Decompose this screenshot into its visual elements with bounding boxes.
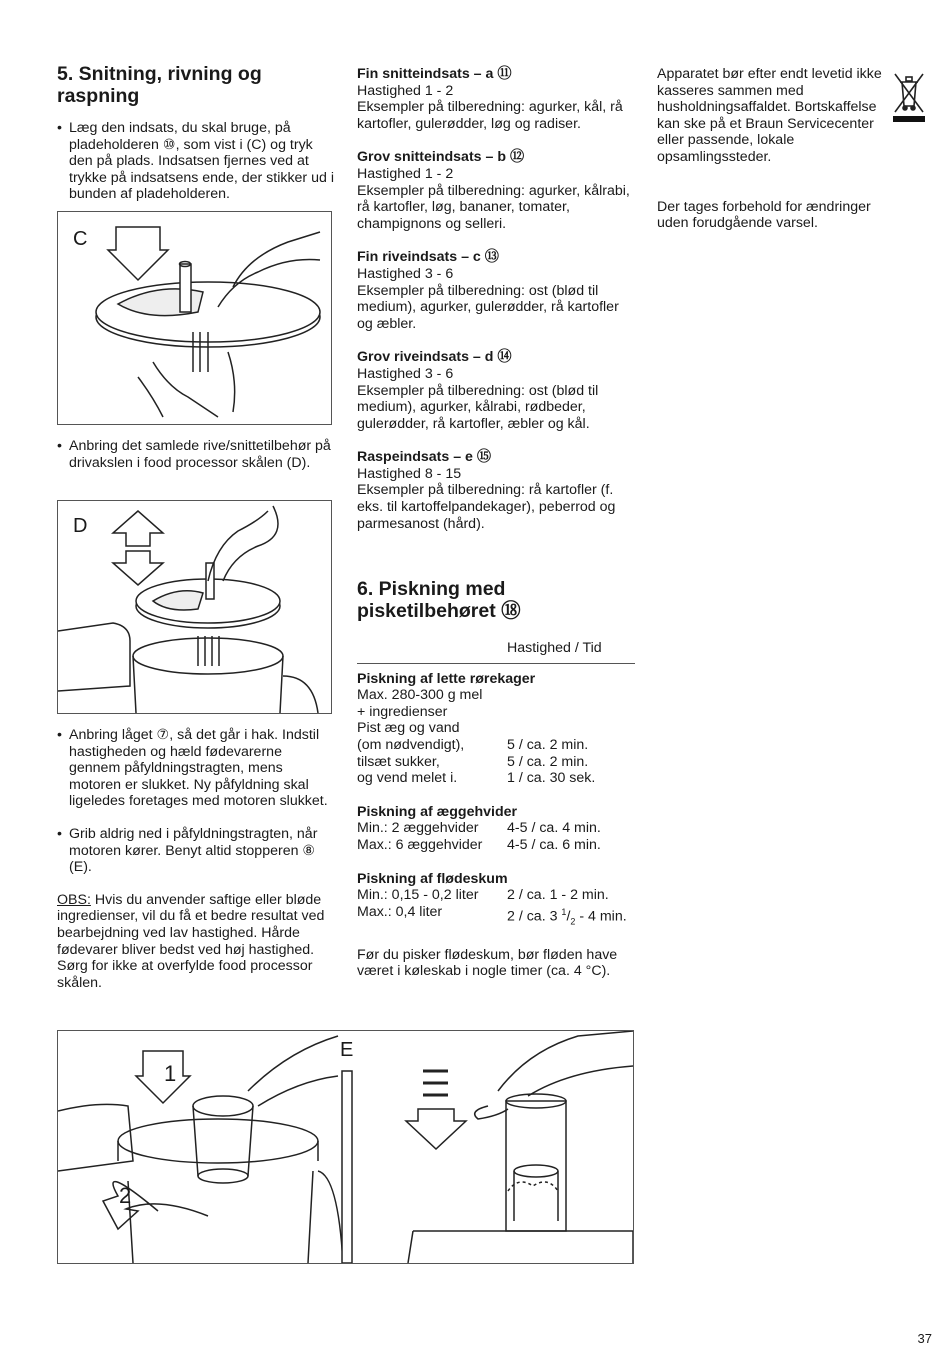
- obs-label: OBS:: [57, 891, 91, 908]
- insert-block: [357, 149, 635, 232]
- figure-e: [57, 1030, 634, 1264]
- insert-block: [357, 449, 635, 532]
- cream-note: Før du pisker flødeskum, bør fløden have været i køleskab i nogle timer (ca. 4 °C).: [357, 946, 618, 980]
- insert-examples: Eksempler på tilberedning: ost (blød til medium), agurker, gulerødder, rå kartofler og æbler.: [357, 282, 619, 332]
- table-row: [357, 770, 635, 787]
- insert-title: Fin riveindsats – c ⑬: [357, 249, 499, 266]
- table-row: [357, 837, 635, 854]
- obs-note: [57, 892, 335, 992]
- figure-d-label: D: [73, 515, 88, 537]
- section-6: [357, 578, 635, 980]
- insert-title: Grov riveindsats – d ⑭: [357, 349, 512, 366]
- disposal-text: Apparatet bør efter endt levetid ikke kasseres sammen med husholdningsaffaldet. Bortskaffelse kan ske på et Braun Servicecenter eller passende, lokale opsamlingssteder.: [657, 66, 882, 165]
- cake-line: + ingredienser: [357, 703, 448, 720]
- insert-examples: Eksempler på tilberedning: rå kartofler (f. eks. til kartoffelpandekager), peberrod og parmesanost (hård).: [357, 482, 616, 532]
- insert-block: [357, 349, 635, 432]
- row-value: 4-5 / ca. 6 min.: [507, 836, 601, 853]
- insert-title: Raspeindsats – e ⑮: [357, 449, 492, 466]
- instruction-bullet-4: • Grib aldrig ned i påfyldningstragten, når motoren kører. Benyt altid stopperen ⑧ (E).: [57, 826, 335, 876]
- speed-time-header: Hastighed / Tid: [507, 640, 602, 656]
- figure-d: [57, 500, 332, 714]
- insert-speed: Hastighed 1 - 2: [357, 82, 454, 99]
- cake-line: Max. 280-300 g mel: [357, 687, 483, 704]
- instruction-bullet-3: • Anbring låget ⑦, så det går i hak. Indstil hastigheden og hæld fødevarerne gennem påfyldningstragten, mens motoren er slukket. Ny påfyldning skal ligeledes foretages med motoren slukket.: [57, 727, 335, 810]
- figure-c-label: C: [73, 228, 88, 250]
- instruction-bullet-2: • Anbring det samlede rive/snittetilbehør på drivakslen i food processor skålen (D).: [57, 438, 335, 471]
- insert-speed: Hastighed 1 - 2: [357, 165, 454, 182]
- insert-speed: Hastighed 3 - 6: [357, 365, 454, 382]
- row-value: 2 / ca. 1 - 2 min.: [507, 887, 609, 904]
- egg-title: Piskning af æggehvider: [357, 803, 518, 820]
- column-middle: [357, 66, 635, 549]
- egg-block: [357, 804, 635, 854]
- cake-title: Piskning af lette rørekager: [357, 670, 536, 687]
- table-row: [357, 904, 635, 930]
- notice-text: Der tages forbehold for ændringer uden forudgående varsel.: [657, 198, 871, 232]
- row-value: 4-5 / ca. 4 min.: [507, 820, 601, 837]
- row-label: (om nødvendigt),: [357, 736, 465, 753]
- column-left: [57, 63, 335, 203]
- table-row: [357, 737, 635, 754]
- insert-examples: Eksempler på tilberedning: ost (blød til medium), agurker, kålrabi, rødbeder, gulerødder, rå kartofler, æbler og kål.: [357, 382, 599, 432]
- row-label: Max.: 0,4 liter: [357, 903, 443, 920]
- bowl-assembly-illustration: [58, 501, 331, 713]
- cake-line: Pist æg og vand: [357, 720, 460, 737]
- table-row: [357, 887, 635, 904]
- row-label: Min.: 2 æggehvider: [357, 820, 479, 837]
- feed-tube-illustration: [58, 1031, 633, 1263]
- step-2-label: 2: [119, 1183, 132, 1208]
- cake-block: [357, 671, 635, 787]
- row-value: 5 / ca. 2 min.: [507, 753, 589, 770]
- column-right: [657, 66, 889, 232]
- insert-block: [357, 249, 635, 332]
- row-label: Max.: 6 æggehvider: [357, 836, 483, 853]
- table-row: [357, 820, 635, 837]
- cream-block: [357, 871, 635, 930]
- instruction-bullet-1: • Læg den indsats, du skal bruge, på pladeholderen ⑩, som vist i (C) og tryk den på plads. Indsatsen fjernes ved at trykke på indsatsens ende, der stikker ud i bunden af pladeholderen.: [57, 120, 335, 203]
- divider: [357, 663, 635, 664]
- insert-title: Grov snitteindsats – b ⑫: [357, 149, 525, 166]
- row-label: Min.: 0,15 - 0,2 liter: [357, 887, 479, 904]
- row-value: 2 / ca. 3 $^1/_2 - 4$ min.: [507, 906, 627, 927]
- insert-speed: Hastighed 8 - 15: [357, 465, 462, 482]
- table-row: [357, 754, 635, 771]
- crossed-bin-icon: [891, 68, 927, 124]
- section-5-heading: 5. Snitning, rivning og raspning: [57, 63, 262, 107]
- insert-block: [357, 66, 635, 132]
- row-label: tilsæt sukker,: [357, 753, 440, 770]
- cream-title: Piskning af flødeskum: [357, 870, 508, 887]
- section-6-heading: 6. Piskning med pisketilbehøret ⑱: [357, 578, 521, 622]
- insert-examples: Eksempler på tilberedning: agurker, kålrabi, rå kartofler, løg, bananer, tomater, champignons og selleri.: [357, 182, 630, 232]
- insert-speed: Hastighed 3 - 6: [357, 265, 454, 282]
- row-value: 5 / ca. 2 min.: [507, 736, 589, 753]
- row-label: og vend melet i.: [357, 770, 458, 787]
- obs-text: Hvis du anvender saftige eller bløde ingredienser, vil du få et bedre resultat ved bearbejdning ved lav hastighed. Hårde fødevarer bliver bedst ved høj hastighed. Sørg for ikke at overfylde food processor skålen.: [57, 891, 325, 991]
- insert-title: Fin snitteindsats – a ⑪: [357, 66, 512, 82]
- page-number: 37: [917, 1331, 932, 1346]
- figure-c: [57, 211, 332, 425]
- insert-examples: Eksempler på tilberedning: agurker, kål, rå kartofler, gulerødder, løg og radiser.: [357, 99, 623, 132]
- figure-e-label: E: [340, 1039, 354, 1061]
- disc-holder-illustration: [58, 212, 331, 424]
- row-value: 1 / ca. 30 sek.: [507, 770, 596, 787]
- step-1-label: 1: [164, 1061, 177, 1086]
